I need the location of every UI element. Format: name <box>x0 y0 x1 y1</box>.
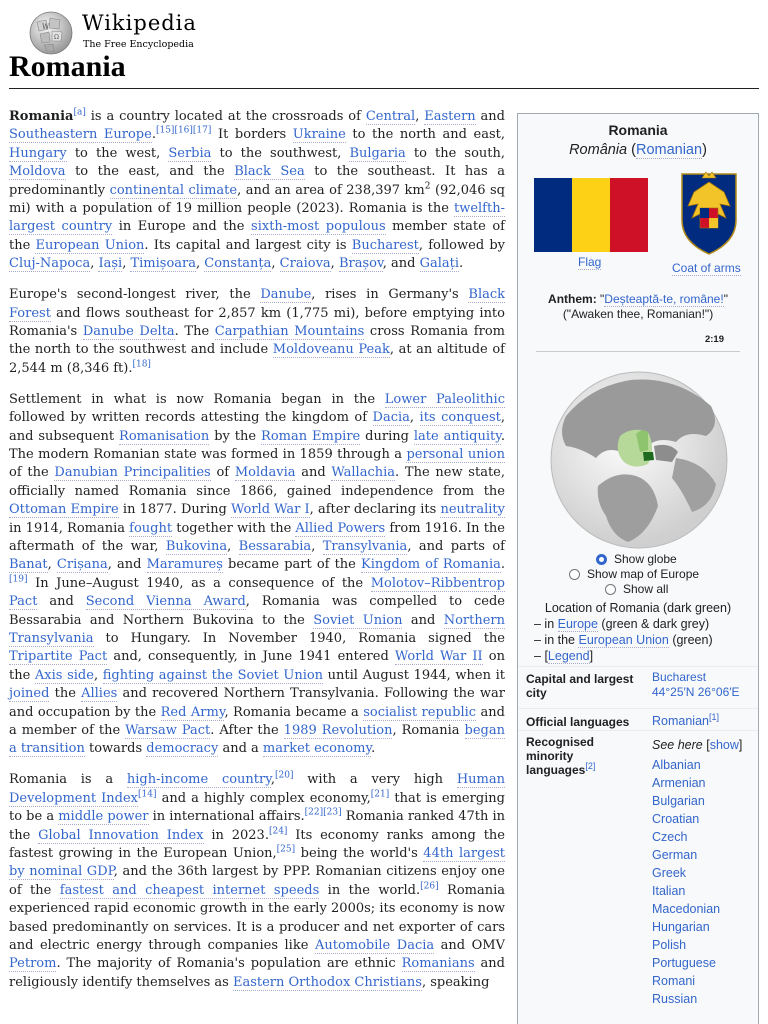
article-link[interactable]: Banat <box>9 557 48 573</box>
paragraph-text: (92,046 sq mi) with a population of 19 million people (2023). Romania is the <box>9 182 505 217</box>
citation-link[interactable]: [1] <box>708 711 719 722</box>
capital-value <box>652 670 740 700</box>
language-link[interactable]: Czech <box>652 830 688 844</box>
article-link[interactable]: continental climate <box>109 182 238 198</box>
article-link[interactable]: Petrom <box>9 956 57 972</box>
article-link[interactable]: Roman Empire <box>261 428 361 444</box>
paragraph-text: . Its capital and largest city is <box>144 237 352 253</box>
article-link[interactable]: Black Forest <box>9 287 506 321</box>
map-option-show-globe[interactable]: Show globe <box>518 552 758 567</box>
official-languages-value <box>652 712 719 730</box>
paragraph-text: , Romania became a <box>224 704 364 720</box>
citation-link[interactable]: [22][23] <box>304 807 342 818</box>
paragraph-text: that is emerging to be a <box>9 790 505 825</box>
flag-stripe-yellow <box>572 178 610 252</box>
paragraph-text: . The new state, officially named Romania since 1866, gained independence from the <box>9 465 506 499</box>
paragraph-text: and, consequently, in June 1941 entered <box>107 649 395 665</box>
paragraph-text: , and subsequent <box>9 410 505 444</box>
minority-languages-list <box>652 736 742 1008</box>
citation-link[interactable]: [a] <box>73 107 86 118</box>
radio-icon[interactable] <box>569 569 580 580</box>
paragraph-text: of the <box>9 465 55 481</box>
language-link[interactable]: Armenian <box>652 776 706 790</box>
article-link[interactable]: socialist republic <box>363 704 477 720</box>
orthographic-globe-map[interactable] <box>536 366 742 554</box>
paragraph-text: of <box>210 465 235 481</box>
article-link[interactable]: Dacia <box>372 410 410 426</box>
citation-link[interactable]: [2] <box>585 761 596 771</box>
article-link[interactable]: Bulgaria <box>349 145 406 161</box>
article-link[interactable]: Wallachia <box>331 465 396 481</box>
anthem-link[interactable]: Deșteaptă-te, române! <box>604 292 724 306</box>
citation-link[interactable]: [26] <box>420 881 439 892</box>
paragraph-text: in international affairs. <box>148 809 305 825</box>
flag-link[interactable]: Flag <box>578 255 602 269</box>
location-map[interactable] <box>518 360 758 552</box>
paragraph-text: , rises in Germany's <box>311 287 469 303</box>
native-language-link[interactable]: Romanian <box>635 142 703 158</box>
article-link[interactable]: Iași <box>98 256 123 272</box>
article-paragraph <box>9 286 505 378</box>
paragraph-text: , Romania was compelled to cede Bessarabia and Northern Bukovina to the <box>9 594 506 628</box>
minority-languages-label: Recognised minority languages[2] <box>526 735 596 777</box>
paragraph-text: followed by written records attesting the kingdom of <box>9 410 373 426</box>
paragraph-text: on the <box>9 649 506 683</box>
article-link[interactable]: Eastern <box>424 109 476 124</box>
paragraph-text: and <box>37 594 86 610</box>
paragraph-text: to the southwest, <box>211 145 350 161</box>
article-link[interactable]: Soviet Union <box>313 612 403 628</box>
anthem-audio-player[interactable] <box>536 326 740 352</box>
title-divider <box>9 88 759 89</box>
article-link[interactable]: Human Development Index <box>9 772 505 806</box>
location-europe: – in Europe (green & dark grey) <box>534 617 710 631</box>
paragraph-text: to the west, <box>66 145 169 161</box>
legend-link[interactable]: Legend <box>547 649 590 663</box>
paragraph-text: together with the <box>172 520 296 536</box>
language-link[interactable]: Portuguese <box>652 956 716 970</box>
europe-link[interactable]: Europe <box>557 617 598 631</box>
paragraph-text: Settlement in what is now Romania began in the <box>9 391 385 407</box>
article-link[interactable]: Cluj-Napoca <box>9 256 91 272</box>
article-link[interactable]: Serbia <box>168 145 212 161</box>
paragraph-text: , Romania <box>392 723 465 738</box>
superscript: 2 <box>424 181 431 192</box>
paragraph-text: , <box>311 538 323 554</box>
paragraph-text: . After the <box>210 723 284 738</box>
map-option-show-all[interactable]: Show all <box>518 582 758 597</box>
paragraph-text: . The <box>174 323 215 339</box>
language-link[interactable]: Croatian <box>652 812 700 826</box>
paragraph-text: to the south, <box>405 145 506 161</box>
article-link[interactable]: Ukraine <box>292 127 346 143</box>
paragraph-text: , <box>330 256 339 272</box>
anthem-translation: ("Awaken thee, Romanian!") <box>562 307 714 321</box>
paragraph-text: . <box>500 557 506 573</box>
citation-link[interactable]: [19] <box>9 574 28 585</box>
article-link[interactable]: fastest and cheapest internet speeds <box>59 882 320 898</box>
article-link[interactable]: Molotov–Ribbentrop Pact <box>9 575 505 610</box>
flag-stripe-red <box>610 178 648 252</box>
paragraph-text: to the north and east, <box>345 127 505 143</box>
article-link[interactable]: Second Vienna Award <box>85 594 246 610</box>
minority-languages-row <box>518 730 758 1024</box>
article-link[interactable]: Maramureș <box>146 557 223 573</box>
flag-and-coat <box>518 170 758 278</box>
article-link[interactable]: high-income country <box>126 772 271 788</box>
language-link[interactable]: German <box>652 848 698 862</box>
paragraph-text: , at an altitude of 2,544 m (8,346 ft). <box>9 342 505 376</box>
page-title: Romania <box>9 50 126 83</box>
article-link[interactable]: Warsaw Pact <box>125 723 211 738</box>
capital-row <box>518 666 758 712</box>
paragraph-text: in Europe and the <box>112 219 252 235</box>
article-link[interactable]: Tripartite Pact <box>9 649 108 665</box>
paragraph-text: cross Romania from the north to the southwest and include <box>9 323 505 358</box>
citation-link[interactable]: [25] <box>276 844 296 855</box>
paragraph-text: and religiously identify themselves as <box>9 956 505 990</box>
coordinates-link[interactable]: 44°25′N 26°06′E <box>652 685 740 699</box>
paragraph-text: became part of the <box>222 557 361 573</box>
language-link[interactable]: Romani <box>652 974 696 988</box>
eu-link[interactable]: European Union <box>578 633 669 647</box>
infobox-title: Romania <box>608 122 668 138</box>
article-link[interactable]: Bukovina <box>165 538 228 554</box>
article-link[interactable]: its conquest <box>419 410 501 426</box>
article-link[interactable]: Craiova <box>279 256 331 272</box>
article-body <box>9 108 505 1005</box>
capital-link[interactable]: Bucharest <box>652 670 707 684</box>
article-link[interactable]: World War II <box>394 649 483 665</box>
coat-of-arms-image[interactable] <box>676 170 742 256</box>
audio-duration: 2:19 <box>704 334 724 345</box>
article-link[interactable]: 44th largest by nominal GDP <box>9 845 505 880</box>
article-paragraph <box>9 391 505 759</box>
paragraph-text: , and <box>382 256 420 272</box>
article-link[interactable]: neutrality <box>440 502 505 518</box>
see-here-line: See here [show] <box>652 738 743 752</box>
article-link[interactable]: sixth-most populous <box>251 219 386 235</box>
site-header[interactable] <box>28 8 328 52</box>
show-toggle-button[interactable]: show <box>709 738 739 752</box>
paragraph-text: . The majority of Romania's population are ethnic <box>56 956 402 972</box>
paragraph-text: and recovered Northern Transylvania. Following the war and occupation by the <box>9 686 505 720</box>
article-link[interactable]: Danube <box>260 287 312 303</box>
language-links <box>652 756 742 1008</box>
article-link[interactable]: late antiquity <box>413 428 501 444</box>
official-languages-label: Official languages <box>526 715 630 729</box>
paragraph-text: to Hungary. In November 1940, Romania signed the <box>93 630 505 646</box>
svg-text:Ω: Ω <box>54 34 59 41</box>
paragraph-text: , <box>271 256 280 272</box>
infobox-native-name: România (Romanian) <box>569 142 707 158</box>
article-link[interactable]: fought <box>129 520 173 536</box>
location-legend: – [Legend] <box>534 649 594 663</box>
wikipedia-tagline: The Free Encyclopedia <box>83 39 194 50</box>
paragraph-text: , followed by <box>418 237 505 253</box>
paragraph-text: , <box>47 557 57 573</box>
language-link[interactable]: Polish <box>652 938 687 952</box>
article-link[interactable]: Northern Transylvania <box>9 612 505 646</box>
article-link[interactable]: democracy <box>146 741 219 757</box>
paragraph-text: , and parts of <box>407 538 505 554</box>
article-link[interactable]: Romanians <box>401 956 475 972</box>
official-language-link[interactable]: Romanian <box>652 714 709 728</box>
article-link[interactable]: began a transition <box>9 723 505 757</box>
paragraph-text: the <box>49 686 82 702</box>
article-link[interactable]: Lower Paleolithic <box>384 391 505 407</box>
paragraph-text: , <box>415 109 425 124</box>
paragraph-text: , after declaring its <box>309 502 441 518</box>
article-link[interactable]: Black Sea <box>234 164 305 180</box>
language-link[interactable]: Albanian <box>652 758 701 772</box>
paragraph-text: . <box>371 741 376 757</box>
article-link[interactable]: Moldavia <box>234 465 296 481</box>
paragraph-text: towards <box>84 741 147 757</box>
paragraph-text: , <box>93 667 103 683</box>
location-eu: – in the European Union (green) <box>534 633 713 647</box>
article-link[interactable]: Constanța <box>204 256 272 272</box>
svg-text:W: W <box>42 23 50 31</box>
anthem: Anthem: "Deșteaptă-te, române!" ("Awaken thee, Romanian!") <box>548 292 728 321</box>
article-link[interactable]: 1989 Revolution <box>283 723 393 738</box>
radio-icon[interactable] <box>605 584 616 595</box>
article-link[interactable]: Eastern Orthodox Christians <box>232 974 422 990</box>
article-link[interactable]: Automobile Dacia <box>314 937 435 953</box>
article-link[interactable]: market economy <box>262 741 372 757</box>
language-link[interactable]: Hungarian <box>652 920 710 934</box>
article-paragraph <box>9 771 505 992</box>
language-link[interactable]: Russian <box>652 992 698 1006</box>
paragraph-text: Romania experienced rapid economic growth in the early 2000s; its economy is now based predominantly on services. It is a producer and net exporter of cars and electric energy through companies like <box>9 882 505 953</box>
paragraph-text: , <box>122 256 131 272</box>
paragraph-text: until August 1944, when it <box>323 667 505 683</box>
paragraph-text: Romania is a <box>9 772 127 788</box>
article-paragraph <box>9 108 505 274</box>
romania-flag-image[interactable] <box>534 178 648 252</box>
article-link[interactable]: personal union <box>406 446 505 462</box>
paragraph-text: In June–August 1940, as a consequence of the <box>27 575 371 591</box>
paragraph-text: to the east, and the <box>65 164 235 180</box>
paragraph-text: to the southeast. It has a predominantly <box>9 164 505 198</box>
paragraph-text: by the <box>209 428 262 444</box>
article-link[interactable]: Bessarabia <box>238 538 312 554</box>
article-link[interactable]: Red Army <box>160 704 225 720</box>
anthem-label: Anthem: <box>548 292 597 306</box>
paragraph-text: , <box>90 256 99 272</box>
paragraph-text: and <box>475 109 506 124</box>
paragraph-text: and a highly complex economy, <box>156 790 371 806</box>
article-link[interactable]: Ottoman Empire <box>9 502 119 518</box>
native-name: România <box>569 142 628 158</box>
paragraph-text: member state of the <box>9 219 505 253</box>
wikipedia-wordmark[interactable]: Wikipedia <box>82 11 197 35</box>
paragraph-text: , <box>270 772 275 788</box>
paragraph-text: , <box>409 410 420 426</box>
infobox <box>517 113 759 1024</box>
paragraph-text: , <box>227 538 239 554</box>
article-link[interactable]: Kingdom of Romania <box>360 557 501 573</box>
article-link[interactable]: Crișana <box>56 557 108 573</box>
language-link[interactable]: Bulgarian <box>652 794 705 808</box>
paragraph-text: and a <box>218 741 263 757</box>
paragraph-text: Its economy ranks among the fastest growing in the European Union, <box>9 827 505 861</box>
article-link[interactable]: Transylvania <box>322 538 408 554</box>
paragraph-text: . <box>151 127 156 143</box>
article-link[interactable]: Allied Powers <box>295 520 386 536</box>
article-link[interactable]: fighting against the Soviet Union <box>102 667 324 683</box>
map-option-show-europe[interactable]: Show map of Europe <box>518 567 758 582</box>
article-link[interactable]: Bucharest <box>351 237 419 253</box>
map-toggle-group <box>518 552 758 597</box>
paragraph-text: It borders <box>211 127 293 143</box>
citation-link[interactable]: [24] <box>268 826 288 837</box>
paragraph-text: from 1916. In the aftermath of the war, <box>9 520 505 554</box>
article-link[interactable]: middle power <box>58 809 149 825</box>
paragraph-text: in 1914, Romania <box>9 520 130 536</box>
citation-link[interactable]: [21] <box>370 789 390 800</box>
article-link[interactable]: Southeastern Europe <box>9 127 152 143</box>
article-link[interactable]: Timișoara <box>130 256 196 272</box>
article-link[interactable]: Hungary <box>9 145 67 161</box>
paragraph-text: in the world. <box>319 882 421 898</box>
paragraph-text: , and the 36th largest by PPP. Romanian citizens enjoy one of the <box>9 864 505 898</box>
paragraph-text: . The modern Romanian state was formed in 1859 through a <box>9 428 505 462</box>
coat-of-arms-link[interactable]: Coat of arms <box>672 261 741 275</box>
paragraph-text: , speaking <box>421 974 490 990</box>
paragraph-text: with a very high <box>293 772 457 788</box>
article-link[interactable]: Global Innovation Index <box>38 827 204 843</box>
paragraph-text: . <box>459 256 464 272</box>
article-link[interactable]: Moldoveanu Peak <box>272 342 390 358</box>
capital-label: Capital and largest city <box>526 672 634 700</box>
citation-link[interactable]: [18] <box>132 359 151 370</box>
article-link[interactable]: twelfth-largest country <box>9 201 505 235</box>
paragraph-text: and flows southeast for 2,857 km (1,775 mi), before emptying into Romania's <box>9 305 505 339</box>
article-link[interactable]: Central <box>365 109 416 124</box>
paragraph-text: Europe's second-longest river, the <box>9 287 261 303</box>
paragraph-text: and a member of the <box>9 704 505 738</box>
paragraph-text: , <box>196 256 205 272</box>
article-link[interactable]: European Union <box>35 237 145 253</box>
article-link[interactable]: Galați <box>419 256 460 272</box>
article-link[interactable]: Romanisation <box>119 428 210 444</box>
paragraph-text: during <box>360 428 414 444</box>
article-link[interactable]: Carpathian Mountains <box>214 323 365 339</box>
article-link[interactable]: Danubian Principalities <box>54 465 211 481</box>
flag-stripe-blue <box>534 178 572 252</box>
language-link[interactable]: Macedonian <box>652 902 721 916</box>
language-link[interactable]: Italian <box>652 884 686 898</box>
paragraph-text: in 1877. During <box>118 502 232 518</box>
article-link[interactable]: Allies <box>81 686 118 702</box>
article-subject: Romania <box>9 109 74 124</box>
location-title: Location of Romania (dark green) <box>544 601 732 615</box>
paragraph-text: in 2023. <box>203 827 269 843</box>
paragraph-text: and <box>295 465 332 481</box>
official-languages-row <box>518 708 758 732</box>
language-link[interactable]: Greek <box>652 866 687 880</box>
article-link[interactable]: World War I <box>231 502 310 518</box>
location-caption <box>518 600 758 664</box>
paragraph-text: being the world's <box>295 845 424 861</box>
citation-link[interactable]: [15][16][17] <box>155 126 212 137</box>
article-link[interactable]: Danube Delta <box>82 323 175 339</box>
paragraph-text: , and <box>107 557 147 573</box>
paragraph-text: , and an area of 238,397 km <box>237 182 425 198</box>
citation-link[interactable]: [20] <box>275 770 294 781</box>
paragraph-text: and <box>402 612 444 628</box>
citation-link[interactable]: [14] <box>138 789 157 800</box>
article-link[interactable]: Axis side <box>34 667 94 683</box>
paragraph-text: Romania ranked 47th in the <box>9 809 505 843</box>
article-link[interactable]: joined <box>9 686 50 702</box>
article-link[interactable]: Moldova <box>9 164 66 180</box>
radio-selected-icon[interactable] <box>596 554 607 565</box>
paragraph-text: and OMV <box>434 937 505 953</box>
article-link[interactable]: Brașov <box>338 256 383 272</box>
paragraph-text: is a country located at the crossroads of <box>85 109 366 124</box>
